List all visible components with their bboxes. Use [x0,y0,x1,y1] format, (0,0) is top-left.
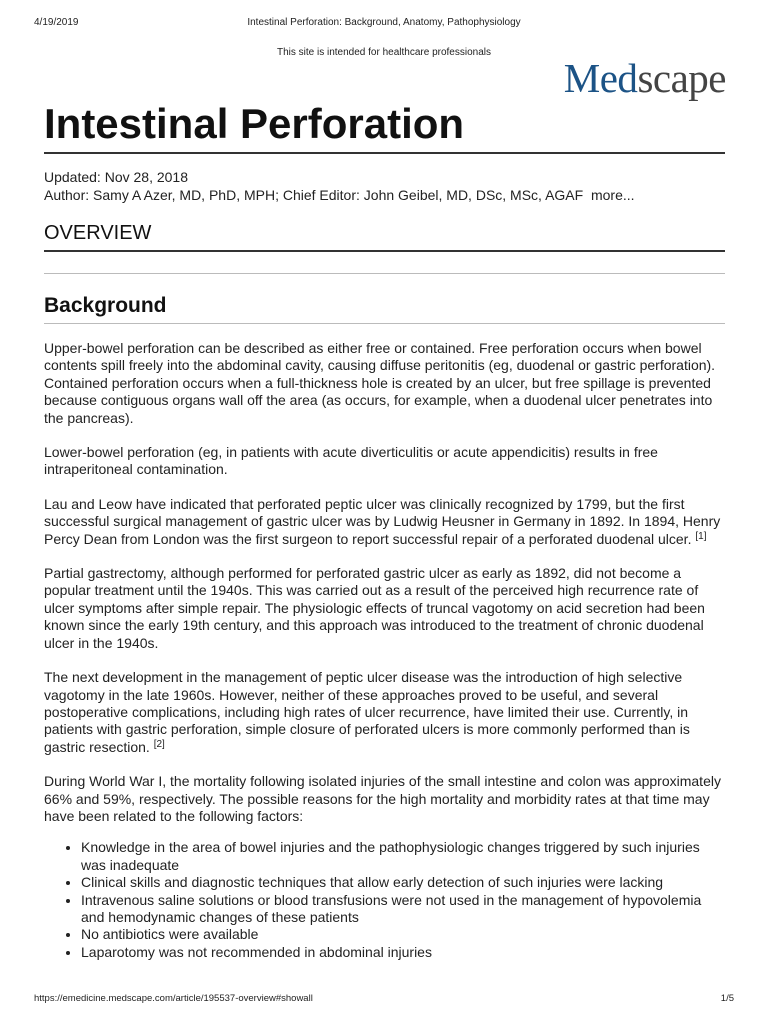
list-item: • Knowledge in the area of bowel injuries and the pathophysiologic changes triggered by such injuries was inadequate [81,839,725,874]
page-number: 1/5 [720,993,734,1004]
section-overview-heading: OVERVIEW [44,221,725,252]
reference-link[interactable]: [2] [153,738,165,750]
article-title: Intestinal Perforation [44,100,465,147]
factors-list [44,839,725,961]
article-meta [44,168,725,204]
print-page-title: Intestinal Perforation: Background, Anatomy, Pathophysiology [247,17,521,28]
author-text: Author: Samy A Azer, MD, PhD, MPH; Chief Editor: John Geibel, MD, DSc, MSc, AGAF [44,187,584,203]
logo-scape: scape [637,55,726,101]
print-date: 4/19/2019 [34,17,79,28]
reference-link[interactable]: [1] [695,530,707,542]
list-item: • Clinical skills and diagnostic techniques that allow early detection of such injuries were lacking [81,874,725,891]
paragraph: Lower-bowel perforation (eg, in patients with acute diverticulitis or acute appendicitis) results in free intraperitoneal contamination. [44,444,658,478]
paragraph: Upper-bowel perforation can be described as either free or contained. Free perforation occurs when bowel contents spill freely into the abdominal cavity, causing diffuse peritonitis (eg, duodenal or gastric perforation). Contained perforation occurs when a full-thickness hole is created by an ulcer, but free spillage is prevented because contiguous organs wall off the area (as occurs, for example, when a duodenal ulcer penetrates into the pancreas). [44,340,716,426]
list-item: • No antibiotics were available [81,926,725,943]
healthcare-notice: This site is intended for healthcare professionals [276,47,491,58]
paragraph: During World War I, the mortality following isolated injuries of the small intestine and colon was approximately 66% and 59%, respectively. The possible reasons for the high mortality and morbidity rates at that time may have been related to the following factors: [44,773,721,824]
medscape-logo[interactable] [563,55,726,101]
author-line [44,186,725,204]
logo-med: Med [563,55,638,101]
paragraph-text: Lau and Leow have indicated that perforated peptic ulcer was clinically recognized by 1799, but the first successful surgical management of gastric ulcer was by Ludwig Heusner in Germany in 1892. In 1894, Henry Percy Dean from London was the first surgeon to report successful repair of a perforated duodenal ulcer. [44,495,721,547]
title-divider [44,152,725,154]
overview-divider [44,273,725,274]
paragraph: Partial gastrectomy, although performed for perforated gastric ulcer as early as 1892, did not become a popular treatment until the 1940s. This was carried out as a result of the perceived high recurrence rate of ulcer symptoms after simple repair. The physiologic effects of truncal vagotomy on acid secretion had been known since the early 19th century, and this approach was introduced to the treatment of chronic duodenal ulcer in the 1940s. [44,565,705,651]
background-heading: Background [44,293,725,324]
list-item: • Laparotomy was not recommended in abdominal injuries [81,944,725,961]
updated-date: Updated: Nov 28, 2018 [44,169,188,185]
article-content [44,98,725,961]
page-url: https://emedicine.medscape.com/article/195537-overview#showall [34,993,313,1004]
paragraph-text: The next development in the management of peptic ulcer disease was the introduction of high selective vagotomy in the late 1960s. However, neither of these approaches proved to be useful, and several postoperative complications, including high rates of ulcer recurrence, have limited their use. Currently, in patients with gastric perforation, simple closure of perforated ulcers is more commonly performed than is gastric resection. [44,669,690,755]
paragraph [44,669,725,756]
background-body [44,340,725,961]
more-link[interactable]: more... [590,187,635,203]
paragraph [44,496,725,548]
list-item: • Intravenous saline solutions or blood transfusions were not used in the management of hypovolemia and hemodynamic changes of these patients [81,892,725,927]
